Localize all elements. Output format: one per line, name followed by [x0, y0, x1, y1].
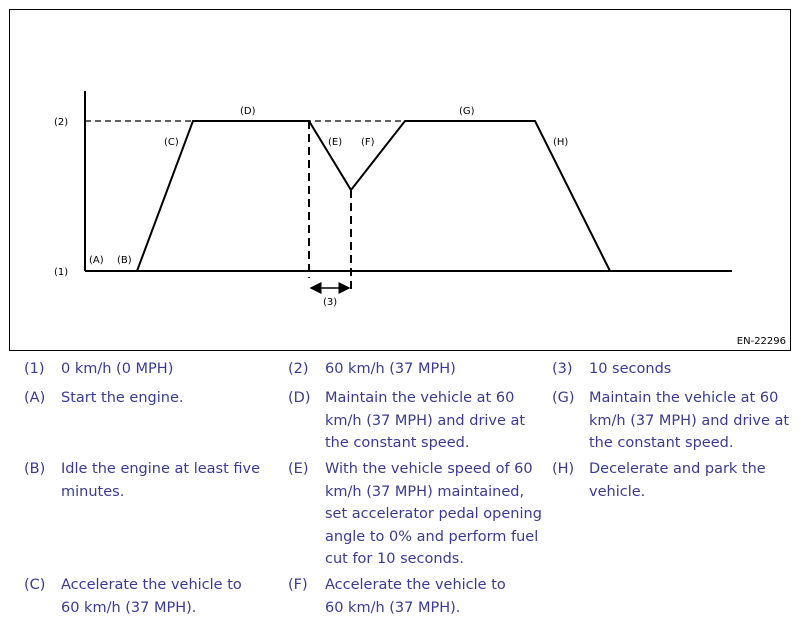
legend-text: Maintain the vehicle at 60 km/h (37 MPH) and drive at the constant speed. — [325, 390, 526, 451]
legend-text: Idle the engine at least five minutes. — [61, 461, 261, 500]
figure-id: EN-22296 — [736, 336, 786, 347]
legend-key: (2) — [288, 361, 309, 377]
legend-item — [552, 387, 794, 455]
legend-text: Accelerate the vehicle to 60 km/h (37 MPH). — [61, 577, 242, 616]
legend-text: 60 km/h (37 MPH) — [325, 361, 456, 377]
speed-profile-diagram — [10, 10, 792, 352]
phase-label-c: (C) — [164, 137, 179, 148]
legend-item — [24, 574, 261, 619]
legend-key: (G) — [552, 390, 575, 406]
y-label-high: (2) — [54, 117, 69, 128]
legend-item — [552, 358, 789, 381]
legend-text: Decelerate and park the vehicle. — [589, 461, 766, 500]
phase-label-f: (F) — [361, 137, 375, 148]
legend-item — [24, 458, 279, 503]
legend-key: (B) — [24, 461, 46, 477]
y-label-low: (1) — [54, 267, 69, 278]
legend-item — [288, 574, 525, 619]
legend-key: (A) — [24, 390, 46, 406]
legend-text: 10 seconds — [589, 361, 672, 377]
legend-key: (1) — [24, 361, 45, 377]
legend-item — [24, 358, 279, 381]
phase-label-b: (B) — [117, 255, 132, 266]
legend-item — [552, 458, 794, 503]
legend-item — [288, 358, 543, 381]
legend-key: (3) — [552, 361, 573, 377]
legend-item — [24, 387, 279, 410]
legend-item — [288, 387, 543, 455]
phase-label-g: (G) — [459, 106, 475, 117]
phase-label-d: (D) — [240, 106, 256, 117]
legend-text: Maintain the vehicle at 60 km/h (37 MPH) and drive at the constant speed. — [589, 390, 790, 451]
legend-key: (H) — [552, 461, 575, 477]
legend-text: 0 km/h (0 MPH) — [61, 361, 174, 377]
phase-label-a: (A) — [89, 255, 104, 266]
legend-text: Start the engine. — [61, 390, 184, 406]
legend-key: (E) — [288, 461, 309, 477]
phase-label-h: (H) — [553, 137, 569, 148]
legend-text: With the vehicle speed of 60 km/h (37 MPH) maintained, set accelerator pedal opening angle to 0% and perform fuel cut for 10 seconds. — [325, 461, 542, 567]
legend-key: (C) — [24, 577, 46, 593]
legend-key: (F) — [288, 577, 308, 593]
legend-key: (D) — [288, 390, 311, 406]
interval-label: (3) — [323, 297, 338, 308]
speed-profile-figure — [9, 9, 791, 351]
legend-item — [288, 458, 543, 571]
legend-text: Accelerate the vehicle to 60 km/h (37 MPH). — [325, 577, 506, 616]
phase-label-e: (E) — [328, 137, 343, 148]
